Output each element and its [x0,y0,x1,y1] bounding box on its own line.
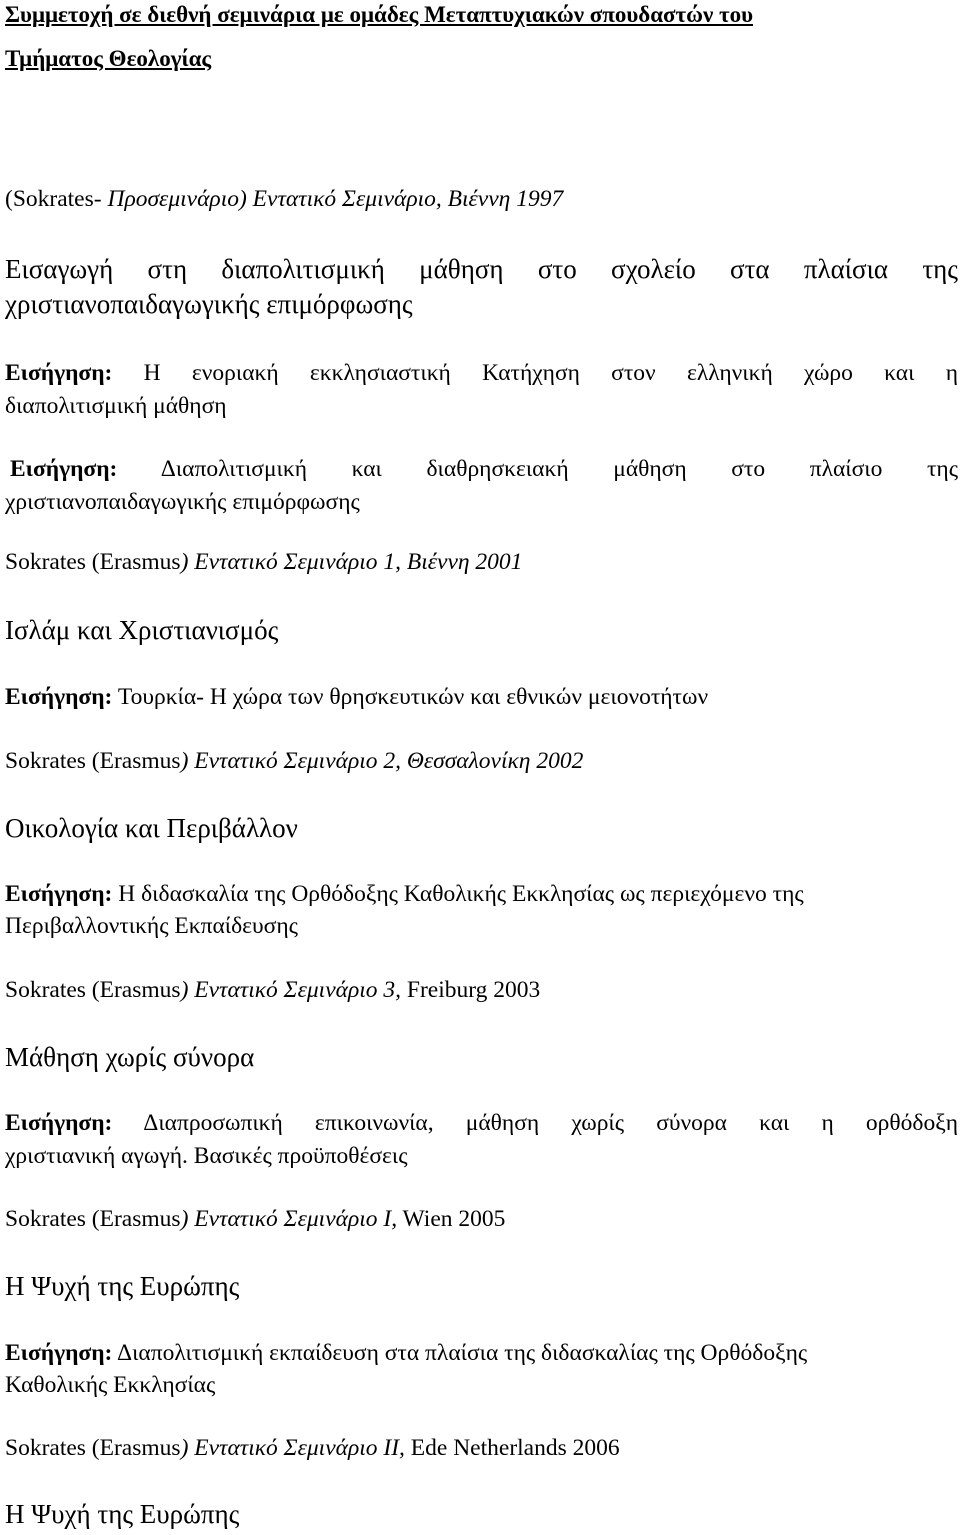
seminar-title-line: χριστιανοπαιδαγωγικής επιμόρφωσης [5,289,413,319]
venue-italic: ) Εντατικό Σεμινάριο I, [180,1206,398,1232]
seminar-title-line: Η Ψυχή της Ευρώπης [5,1499,240,1529]
page-title-line-1: Συμμετοχή σε διεθνή σεμινάρια με ομάδες Μεταπτυχιακών σπουδαστών του [5,2,754,27]
talk-line: χριστιανοπαιδαγωγικής επιμόρφωσης [5,489,360,515]
talk-label: Εισήγηση: [5,684,113,710]
venue-line [5,979,958,1003]
venue-suffix: Wien 2005 [397,1206,506,1232]
talk-text: Η ενοριακή εκκλησιαστική Κατήχηση στον ελληνική χώρο και η [143,360,959,386]
venue-prefix: (Sokrates- [5,186,108,212]
page-title-line-2: Τμήματος Θεολογίας [5,46,212,71]
venue-italic: ) Εντατικό Σεμινάριο 3, [180,977,402,1003]
venue-prefix: Sokrates (Erasmus [5,1206,181,1232]
talk-text: Η διδασκαλία της Ορθόδοξης Καθολικής Εκκλησίας ως περιεχόμενο της [118,881,804,907]
venue-prefix: Sokrates (Erasmus [5,549,181,575]
seminar-title-line: Η Ψυχή της Ευρώπης [5,1271,240,1301]
seminar-title-line: Ισλάμ και Χριστιανισμός [5,615,279,645]
talk-label: Εισήγηση: [5,360,113,386]
talk-line: χριστιανική αγωγή. Βασικές προϋποθέσεις [5,1143,408,1169]
venue-line [5,750,958,774]
talk-line: Καθολικής Εκκλησίας [5,1372,216,1398]
venue-line [5,1437,958,1461]
venue-line [5,551,958,575]
talk-label: Εισήγηση: [5,1340,113,1366]
talk-text: Τουρκία- Η χώρα των θρησκευτικών και εθνικών μειονοτήτων [117,684,709,710]
talk-text: Διαπολιτισμική εκπαίδευση στα πλαίσια της διδασκαλίας της Ορθόδοξης [116,1340,808,1366]
talk-line [10,458,958,482]
seminar-title-line: Μάθηση χωρίς σύνορα [5,1042,255,1072]
seminar-title-line: Εισαγωγή στη διαπολιτισμική μάθηση στο σχολείο στα πλαίσια της [5,254,958,284]
venue-prefix: Sokrates (Erasmus [5,977,181,1003]
venue-italic: ) Εντατικό Σεμινάριο 1, Βιέννη 2001 [180,549,523,575]
venue-italic: ) Εντατικό Σεμινάριο II, [180,1435,405,1461]
venue-suffix: Freiburg 2003 [401,977,541,1003]
venue-prefix: Sokrates (Erasmus [5,748,181,774]
talk-label: Εισήγηση: [10,456,118,482]
talk-line [5,883,958,907]
venue-suffix: Ede Netherlands 2006 [404,1435,620,1461]
talk-line [5,362,958,386]
venue-italic: ) Εντατικό Σεμινάριο 2, Θεσσαλονίκη 2002 [180,748,584,774]
seminar-title-line: Οικολογία και Περιβάλλον [5,813,298,843]
talk-line [5,1342,958,1366]
talk-line [5,686,958,710]
venue-line [5,188,958,212]
talk-text: Διαπολιτισμική και διαθρησκειακή μάθηση στο πλαίσιο της [160,456,958,482]
talk-text: Διαπροσωπική επικοινωνία, μάθηση χωρίς σύνορα και η ορθόδοξη [143,1110,958,1136]
talk-label: Εισήγηση: [5,881,113,907]
talk-line: Περιβαλλοντικής Εκπαίδευσης [5,913,298,939]
venue-line [5,1208,958,1232]
talk-label: Εισήγηση: [5,1110,113,1136]
venue-italic: Προσεμινάριο) Εντατικό Σεμινάριο, Βιέννη 1997 [107,186,564,212]
venue-prefix: Sokrates (Erasmus [5,1435,181,1461]
talk-line: διαπολιτισμική μάθηση [5,393,227,419]
talk-line [5,1112,958,1136]
